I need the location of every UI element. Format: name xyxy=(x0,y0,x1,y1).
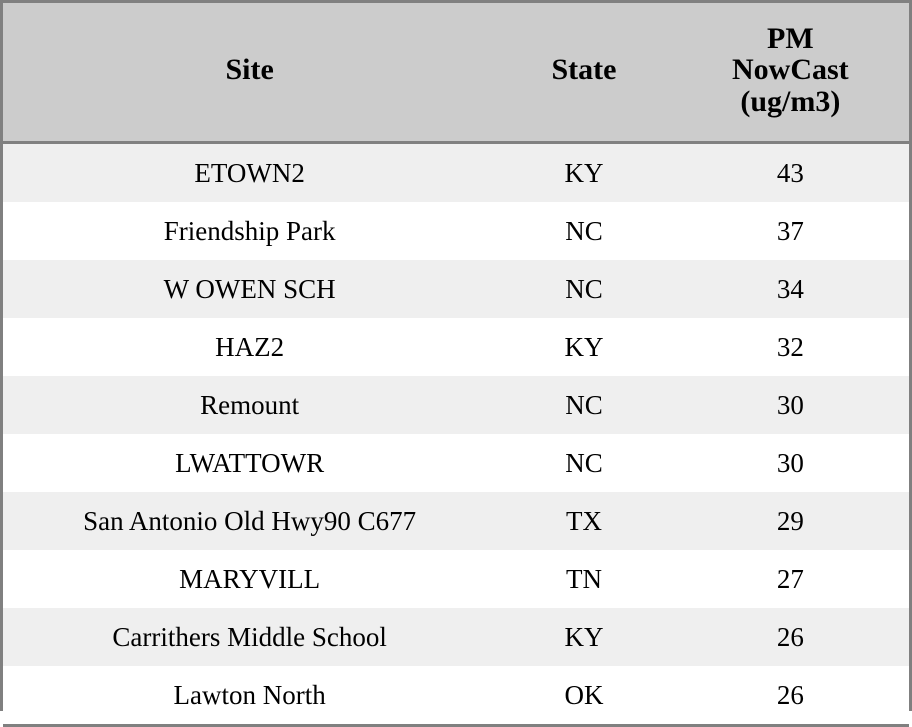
cell-state: TN xyxy=(565,563,602,594)
cell-state: OK xyxy=(496,666,671,726)
cell-site: Carrithers Middle School xyxy=(112,621,387,652)
cell-pm-nowcast: 43 xyxy=(776,157,804,188)
column-header-pm-nowcast-line3: (ug/m3) xyxy=(740,84,841,118)
cell-state: NC xyxy=(565,273,603,304)
cell-state: KY xyxy=(564,331,604,362)
cell-pm-nowcast: 27 xyxy=(776,563,804,594)
column-header-pm-nowcast xyxy=(672,3,909,143)
table-row xyxy=(3,202,909,260)
cell-state: NC xyxy=(565,389,603,420)
table-body xyxy=(3,143,909,726)
table-row xyxy=(3,260,909,318)
cell-site: Lawton North xyxy=(3,666,496,726)
cell-pm-nowcast: 32 xyxy=(776,331,804,362)
cell-pm-nowcast: 30 xyxy=(776,389,804,420)
cell-pm-nowcast: 26 xyxy=(672,666,909,726)
column-header-state: State xyxy=(496,3,671,143)
column-header-pm-nowcast-line1: PM xyxy=(767,21,814,55)
cell-pm-nowcast: 30 xyxy=(776,447,804,478)
cell-state: NC xyxy=(565,215,603,246)
air-quality-table xyxy=(3,3,909,727)
cell-state: KY xyxy=(564,157,604,188)
cell-site: W OWEN SCH xyxy=(163,273,336,304)
table-header-row xyxy=(3,3,909,143)
table-row xyxy=(3,550,909,608)
cell-state: TX xyxy=(565,505,602,536)
table-row xyxy=(3,143,909,203)
cell-state: KY xyxy=(564,621,604,652)
cell-site: Friendship Park xyxy=(163,215,336,246)
table-header xyxy=(3,3,909,143)
cell-site: ETOWN2 xyxy=(194,157,305,188)
table-row xyxy=(3,376,909,434)
cell-pm-nowcast: 34 xyxy=(776,273,804,304)
cell-state: NC xyxy=(565,447,603,478)
table-row xyxy=(3,318,909,376)
cell-pm-nowcast: 29 xyxy=(776,505,804,536)
column-header-site: Site xyxy=(3,3,496,143)
table-row xyxy=(3,434,909,492)
cell-site: LWATTOWR xyxy=(175,447,325,478)
cell-pm-nowcast: 37 xyxy=(776,215,804,246)
cell-site: Remount xyxy=(200,389,300,420)
cell-site: HAZ2 xyxy=(215,331,285,362)
table-row xyxy=(3,608,909,666)
column-header-pm-nowcast-line2: NowCast xyxy=(732,53,849,87)
table-row xyxy=(3,492,909,550)
cell-site: San Antonio Old Hwy90 C677 xyxy=(83,505,417,536)
cell-site: MARYVILL xyxy=(179,563,321,594)
table-row xyxy=(3,666,909,726)
cell-pm-nowcast: 26 xyxy=(776,621,804,652)
